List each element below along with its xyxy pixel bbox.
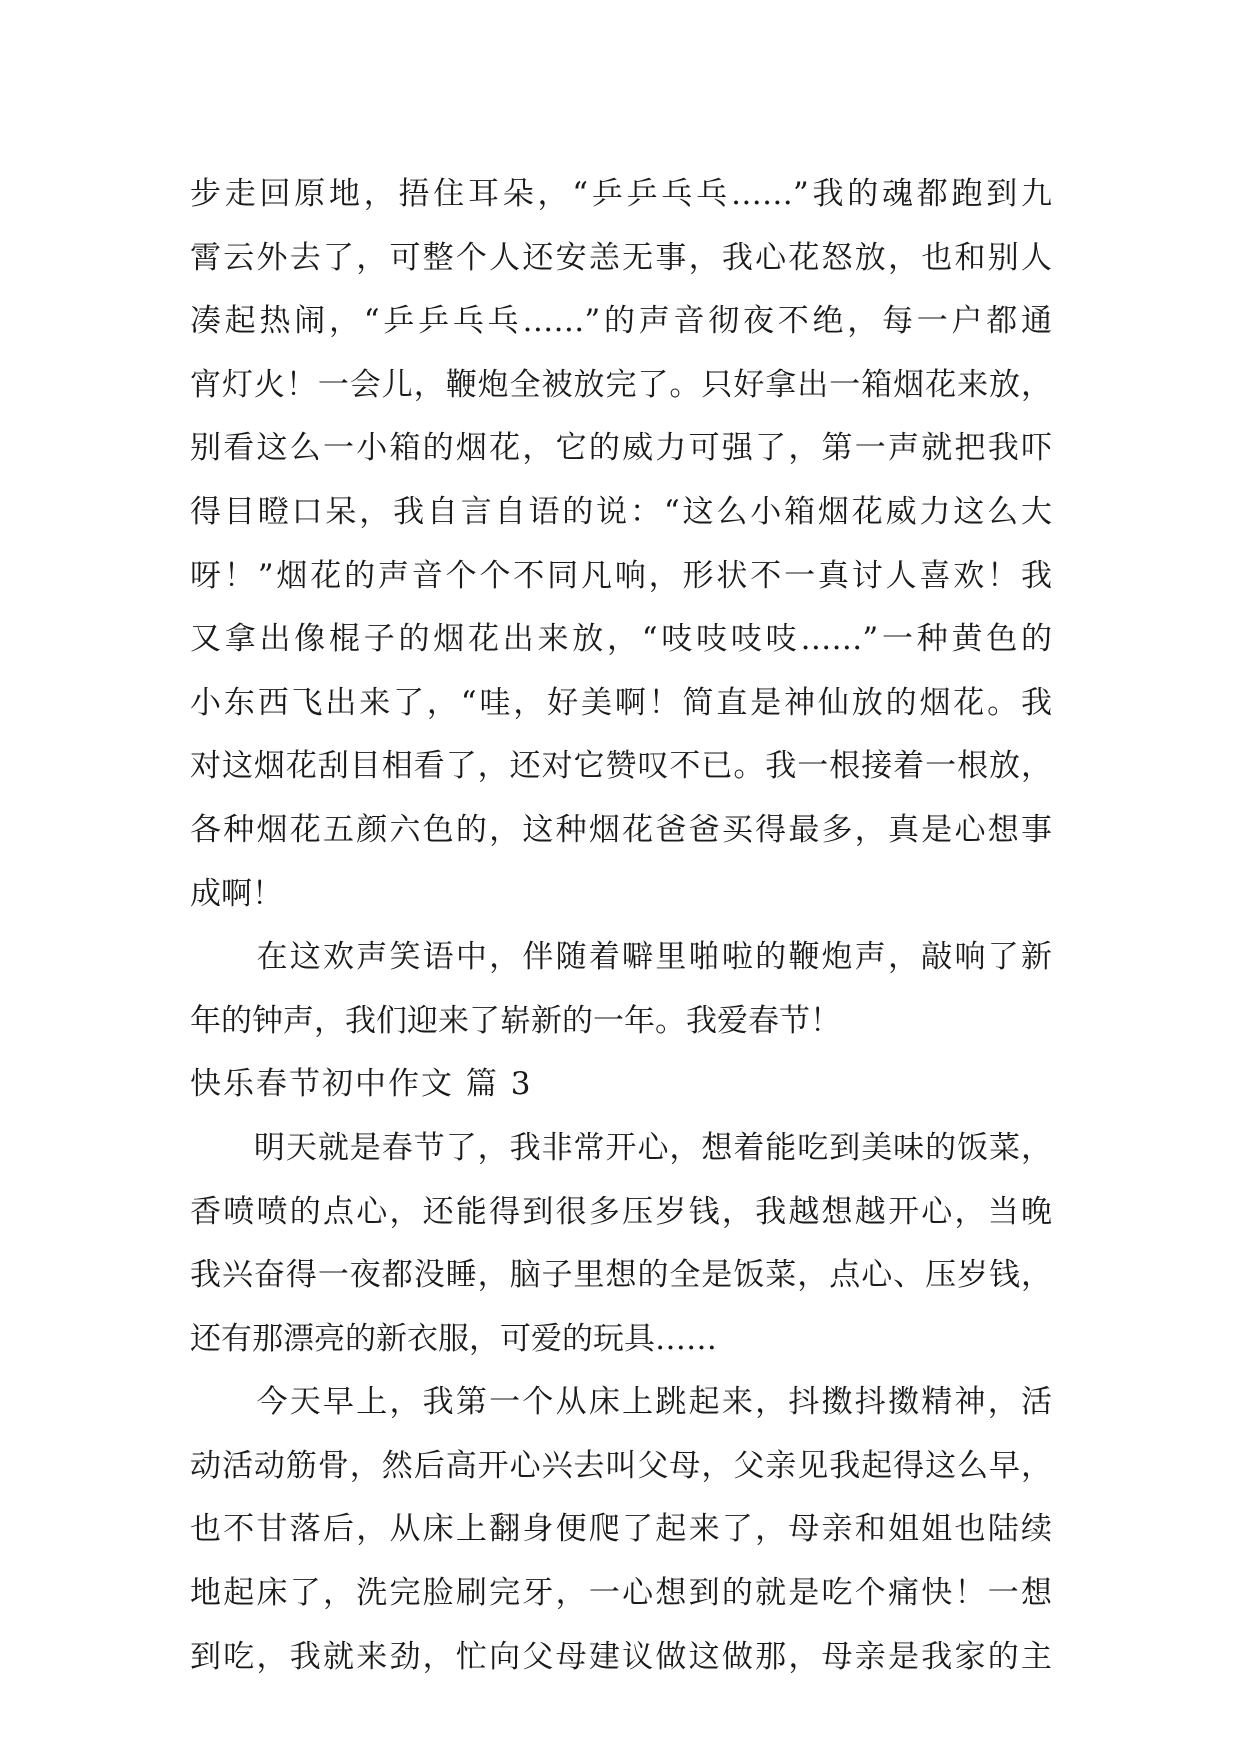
text-line: 得目瞪口呆，我自言自语的说：“这么小箱烟花威力这么大 bbox=[190, 493, 1052, 530]
paragraph-new-year-bell bbox=[190, 926, 1052, 1053]
text-line: 地起床了，洗完脸刷完牙，一心想到的就是吃个痛快！一想 bbox=[190, 1575, 1052, 1612]
paragraph-morning bbox=[190, 1371, 1052, 1689]
text-line: 凑起热闹，“乒乒乓乓……”的声音彻夜不绝，每一户都通 bbox=[190, 303, 1052, 340]
text-line: 对这烟花刮目相看了，还对它赞叹不已。我一根接着一根放， bbox=[190, 748, 1052, 785]
text-line: 小东西飞出来了，“哇，好美啊！简直是神仙放的烟花。我 bbox=[190, 684, 1052, 721]
text-line: 还有那漂亮的新衣服，可爱的玩具…… bbox=[190, 1320, 717, 1357]
text-line: 成啊！ bbox=[190, 875, 283, 912]
text-line: 呀！”烟花的声音个个不同凡响，形状不一真讨人喜欢！我 bbox=[190, 557, 1052, 594]
text-line: 到吃，我就来劲，忙向父母建议做这做那，母亲是我家的主 bbox=[190, 1638, 1052, 1675]
text-line: 宵灯火！一会儿，鞭炮全被放完了。只好拿出一箱烟花来放， bbox=[190, 366, 1052, 403]
paragraph-fireworks bbox=[190, 163, 1052, 926]
text-line: 动活动筋骨，然后高开心兴去叫父母，父亲见我起得这么早， bbox=[190, 1447, 1052, 1484]
text-line: 年的钟声，我们迎来了崭新的一年。我爱春节！ bbox=[190, 1002, 841, 1039]
text-line: 又拿出像棍子的烟花出来放，“吱吱吱吱……”一种黄色的 bbox=[190, 621, 1052, 658]
text-line: 我兴奋得一夜都没睡，脑子里想的全是饭菜，点心、压岁钱， bbox=[190, 1257, 1052, 1294]
paragraph-eve bbox=[190, 1117, 1052, 1371]
document-body bbox=[190, 163, 1052, 1689]
text-line: 霄云外去了，可整个人还安恙无事，我心花怒放，也和别人 bbox=[190, 239, 1052, 276]
text-line: 今天早上，我第一个从床上跳起来，抖擞抖擞精神，活 bbox=[190, 1384, 1052, 1421]
text-line: 别看这么一小箱的烟花，它的威力可强了，第一声就把我吓 bbox=[190, 430, 1052, 467]
text-line: 各种烟花五颜六色的，这种烟花爸爸买得最多，真是心想事 bbox=[190, 811, 1052, 848]
section-heading bbox=[190, 1053, 1052, 1117]
text-line: 步走回原地，捂住耳朵，“乒乒乓乓……”我的魂都跑到九 bbox=[190, 176, 1052, 212]
text-line: 香喷喷的点心，还能得到很多压岁钱，我越想越开心，当晚 bbox=[190, 1193, 1052, 1230]
text-line: 明天就是春节了，我非常开心，想着能吃到美味的饭菜， bbox=[190, 1129, 1052, 1166]
text-line: 在这欢声笑语中，伴随着噼里啪啦的鞭炮声，敲响了新 bbox=[190, 939, 1052, 976]
heading-text: 快乐春节初中作文 篇 3 bbox=[190, 1066, 533, 1103]
text-line: 也不甘落后，从床上翻身便爬了起来了，母亲和姐姐也陆续 bbox=[190, 1511, 1052, 1548]
